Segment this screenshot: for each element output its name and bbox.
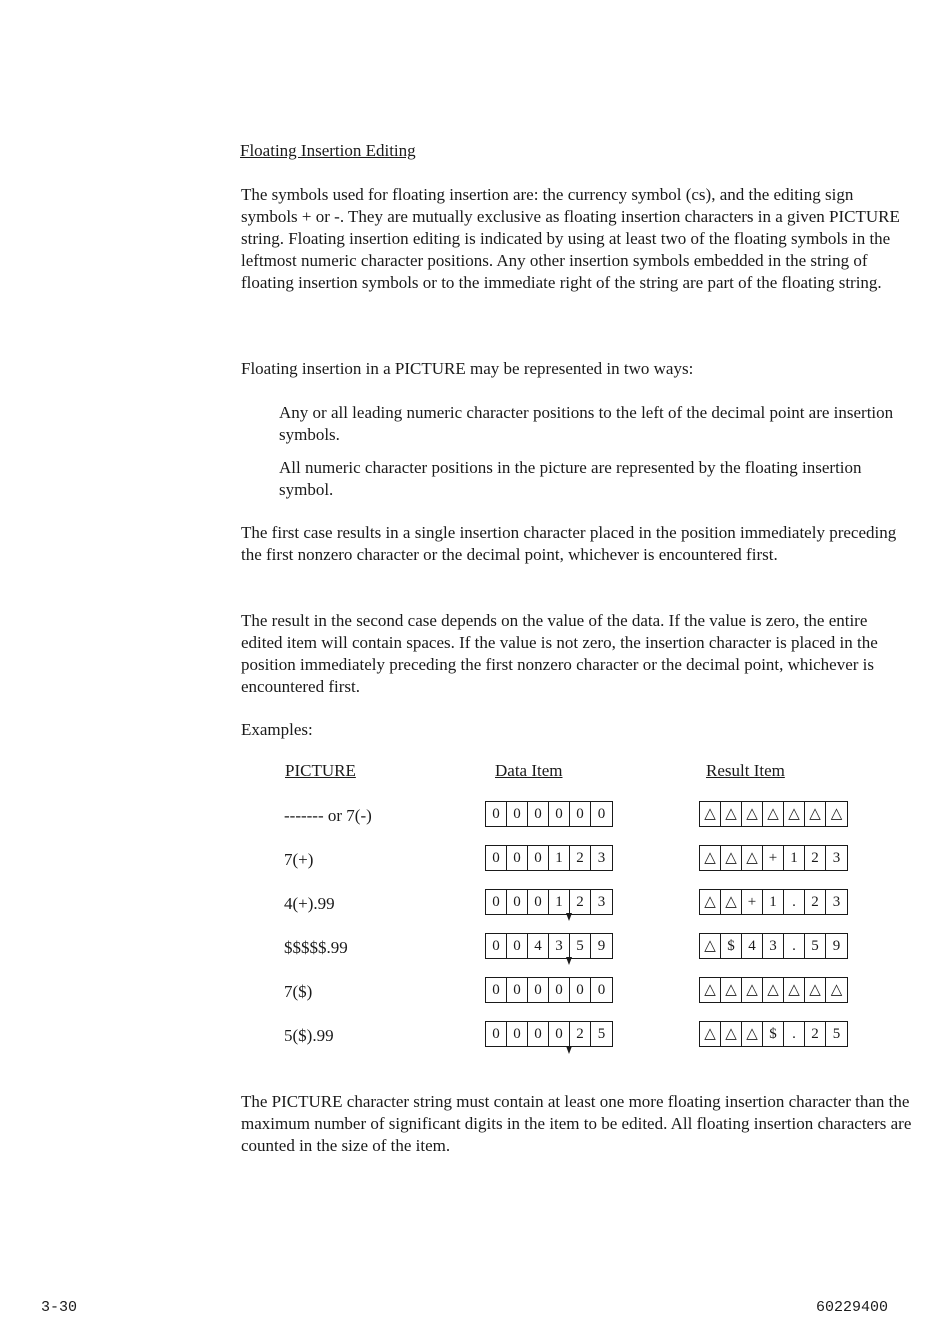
data-cell: 3: [597, 850, 606, 866]
data-cell: 0: [486, 890, 507, 914]
indented-case-one: Any or all leading numeric character positions to the left of the decimal point are insertion symbols.: [279, 403, 894, 444]
data-cell: 0: [507, 978, 528, 1002]
result-cell: 1: [784, 846, 805, 870]
result-cell: +: [763, 846, 784, 870]
data-cell: 0: [597, 982, 606, 998]
result-cell: 1: [763, 890, 784, 914]
data-cell: 0: [486, 978, 507, 1002]
result-item-boxes: [699, 1021, 848, 1047]
data-cell: 5: [597, 1026, 606, 1042]
result-cell: △: [700, 802, 721, 826]
example-row: [0, 889, 950, 917]
data-cell: 2: [570, 890, 591, 914]
result-item-boxes: [699, 933, 848, 959]
result-cell: .: [784, 1022, 805, 1046]
paragraph-size-rule: The PICTURE character string must contain at least one more floating insertion character than the maximum number of significant digits in the item to be edited. All floating insertion characters are counted in the size of the item.: [241, 1092, 912, 1155]
result-cell: △: [700, 934, 721, 958]
result-cell: △: [784, 978, 805, 1002]
section-heading: Floating Insertion Editing: [240, 141, 416, 160]
data-cell: 0: [507, 934, 528, 958]
result-cell: 9: [832, 938, 841, 954]
result-cell: △: [742, 846, 763, 870]
paragraph-first-case: The first case results in a single insertion character placed in the position immediately preceding the first nonzero character or the decimal point, whichever is encountered first.: [241, 523, 897, 564]
decimal-point-marker-icon: [566, 1046, 572, 1054]
data-cell: 0: [528, 1022, 549, 1046]
result-item-boxes: [699, 845, 848, 871]
data-cell: 0: [597, 806, 606, 822]
data-cell: 0: [570, 802, 591, 826]
data-cell: 0: [549, 1022, 570, 1046]
picture-string: $$$$$.99: [284, 938, 348, 957]
result-cell: △: [700, 890, 721, 914]
result-cell: +: [742, 890, 763, 914]
picture-string: 4(+).99: [284, 894, 335, 913]
example-row: [0, 933, 950, 961]
result-cell: △: [721, 978, 742, 1002]
data-cell: 0: [549, 978, 570, 1002]
result-item-boxes: [699, 801, 848, 827]
examples-label: Examples:: [241, 720, 313, 739]
picture-string: ------- or 7(-): [284, 806, 372, 825]
result-cell: 5: [832, 1026, 841, 1042]
data-item-boxes: [485, 801, 613, 827]
data-cell: 1: [549, 846, 570, 870]
result-cell: $: [763, 1022, 784, 1046]
paragraph-second-case: The result in the second case depends on the value of the data. If the value is zero, the entire edited item will contain spaces. If the value is not zero, the insertion character is placed in the position immediately preceding the first nonzero character or the decimal point, whichever is encountered first.: [241, 611, 878, 696]
header-data-item: Data Item: [495, 761, 563, 780]
result-cell: 3: [832, 894, 841, 910]
page-number: 3-30: [41, 1299, 78, 1316]
result-cell: △: [763, 802, 784, 826]
result-cell: △: [700, 846, 721, 870]
result-item-boxes: [699, 977, 848, 1003]
decimal-point-marker-icon: [566, 913, 572, 921]
data-cell: 9: [597, 938, 606, 954]
data-cell: 0: [507, 890, 528, 914]
result-item-boxes: [699, 889, 848, 915]
data-item-boxes: [485, 1021, 613, 1047]
result-cell: 4: [742, 934, 763, 958]
data-cell: 5: [570, 934, 591, 958]
picture-string: 7(+): [284, 850, 314, 869]
result-cell: .: [784, 934, 805, 958]
result-cell: .: [784, 890, 805, 914]
data-item-boxes: [485, 845, 613, 871]
result-cell: △: [700, 1022, 721, 1046]
result-cell: 2: [805, 846, 826, 870]
result-cell: △: [700, 978, 721, 1002]
data-item-boxes: [485, 933, 613, 959]
data-cell: 4: [528, 934, 549, 958]
result-cell: $: [721, 934, 742, 958]
result-cell: △: [830, 982, 843, 998]
data-cell: 2: [570, 846, 591, 870]
data-cell: 0: [486, 934, 507, 958]
header-picture: PICTURE: [285, 761, 356, 780]
result-cell: 2: [805, 890, 826, 914]
result-cell: 5: [805, 934, 826, 958]
data-cell: 0: [570, 978, 591, 1002]
example-row: [0, 1021, 950, 1049]
decimal-point-marker-icon: [566, 957, 572, 965]
result-cell: △: [742, 978, 763, 1002]
result-cell: △: [742, 802, 763, 826]
result-cell: △: [721, 1022, 742, 1046]
data-cell: 1: [549, 890, 570, 914]
data-cell: 0: [486, 846, 507, 870]
result-cell: △: [805, 802, 826, 826]
data-cell: 0: [486, 802, 507, 826]
result-cell: △: [721, 890, 742, 914]
result-cell: △: [784, 802, 805, 826]
data-cell: 0: [486, 1022, 507, 1046]
data-cell: 0: [507, 802, 528, 826]
result-cell: 2: [805, 1022, 826, 1046]
result-cell: △: [763, 978, 784, 1002]
data-cell: 0: [507, 1022, 528, 1046]
example-row: [0, 977, 950, 1005]
result-cell: △: [805, 978, 826, 1002]
data-cell: 0: [507, 846, 528, 870]
result-cell: △: [830, 806, 843, 822]
data-cell: 3: [597, 894, 606, 910]
picture-string: 7($): [284, 982, 313, 1001]
header-result-item: Result Item: [706, 761, 785, 780]
data-cell: 0: [528, 978, 549, 1002]
data-cell: 0: [528, 802, 549, 826]
paragraph-two-ways: Floating insertion in a PICTURE may be represented in two ways:: [241, 359, 694, 378]
data-cell: 2: [570, 1022, 591, 1046]
data-cell: 0: [528, 890, 549, 914]
data-item-boxes: [485, 889, 613, 915]
document-number: 60229400: [816, 1299, 889, 1316]
result-cell: 3: [832, 850, 841, 866]
result-cell: △: [721, 802, 742, 826]
result-cell: △: [721, 846, 742, 870]
example-row: [0, 801, 950, 829]
example-row: [0, 845, 950, 873]
result-cell: 3: [763, 934, 784, 958]
data-item-boxes: [485, 977, 613, 1003]
picture-string: 5($).99: [284, 1026, 334, 1045]
paragraph-symbols: The symbols used for floating insertion are: the currency symbol (cs), and the editing sign symbols + or -. They are mutually exclusive as floating insertion characters in a given PICTURE string. Floating insertion editing is indicated by using at least two of the floating symbols in the leftmost numeric character positions. Any other insertion symbols embedded in the string of floating insertion symbols or to the immediate right of the string are part of the floating string.: [241, 185, 900, 292]
data-cell: 0: [528, 846, 549, 870]
data-cell: 0: [549, 802, 570, 826]
data-cell: 3: [549, 934, 570, 958]
result-cell: △: [742, 1022, 763, 1046]
indented-case-two: All numeric character positions in the picture are represented by the floating insertion symbol.: [279, 458, 862, 499]
